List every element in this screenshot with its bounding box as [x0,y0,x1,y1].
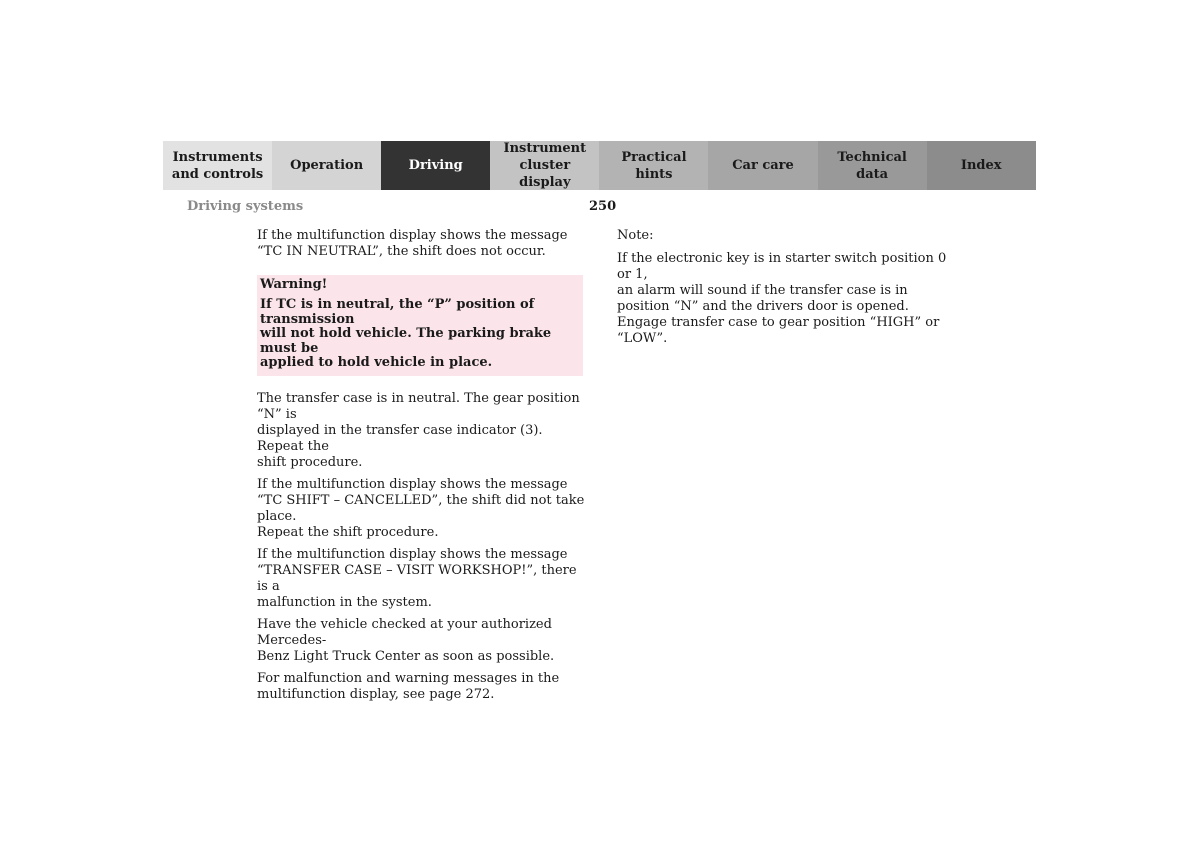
page-number: 250 [589,199,617,214]
tab-operation[interactable]: Operation [272,141,381,190]
warning-title: Warning! [260,277,328,292]
chapter-tabs [163,141,1036,190]
paragraph-tc-neutral: If the multifunction display shows the message “TC IN NEUTRAL”, the shift does not occur. [257,228,568,259]
tab-instruments-and-controls[interactable]: Instruments and controls [163,141,272,190]
paragraph-have-checked: Have the vehicle checked at your authorized Mercedes- Benz Light Truck Center as soon as possible. [257,616,555,664]
paragraph-see-page: For malfunction and warning messages in the multifunction display, see page 272. [257,670,560,702]
paragraph-visit-workshop: If the multifunction display shows the message “TRANSFER CASE – VISIT WORKSHOP!”, there is a malfunction in the system. [257,546,577,610]
left-column [257,228,589,709]
tab-index[interactable]: Index [927,141,1036,190]
warning-box [257,275,583,376]
warning-text: If TC is in neutral, the “P” position of transmission will not hold vehicle. The parking brake must be applied to hold vehicle in place. [260,297,552,370]
section-title: Driving systems [187,199,304,214]
tab-driving[interactable]: Driving [381,141,490,190]
note-label: Note: [617,228,654,243]
paragraph-shift-cancelled: If the multifunction display shows the message “TC SHIFT – CANCELLED”, the shift did not take place. Repeat the shift procedure. [257,476,585,540]
tab-practical-hints[interactable]: Practical hints [599,141,708,190]
note-text: If the electronic key is in starter switch position 0 or 1, an alarm will sound if the transfer case is in position “N” and the drivers door is opened. Engage transfer case to gear position “HIGH” or “LOW”. [617,251,947,346]
tab-instrument-cluster-display[interactable]: Instrument cluster display [490,141,599,190]
tab-technical-data[interactable]: Technical data [818,141,927,190]
right-column [617,228,957,353]
paragraph-transfer-neutral: The transfer case is in neutral. The gear position “N” is displayed in the transfer case indicator (3). Repeat the shift procedure. [257,390,580,470]
tab-car-care[interactable]: Car care [708,141,817,190]
